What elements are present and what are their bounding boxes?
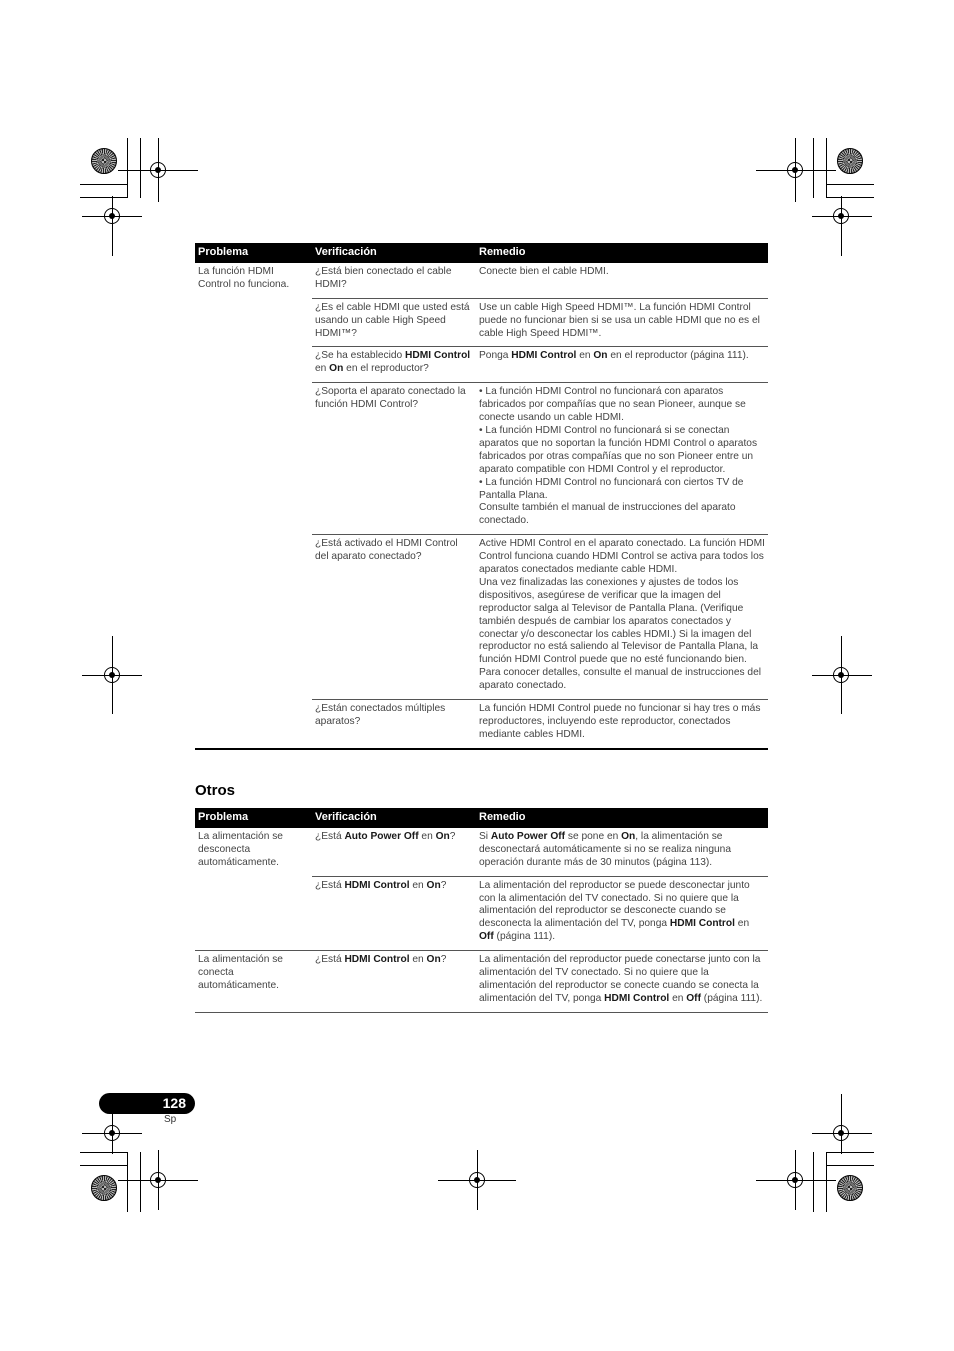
header-remedy: Remedio — [476, 808, 768, 828]
remedy-paragraph: Active HDMI Control en el aparato conectado. La función HDMI Control funciona cuando HDMI Control se activa para todos los aparatos conectados mediante cable HDMI. — [479, 538, 765, 576]
registration-target-icon — [104, 208, 120, 224]
remedy-note: Consulte también el manual de instrucciones del aparato conectado. — [479, 502, 736, 527]
registration-burst-icon — [91, 1175, 117, 1201]
remedy-cell — [476, 535, 768, 700]
section-title: Otros — [195, 782, 236, 799]
registration-target-icon — [833, 1125, 849, 1141]
problem-cell: La función HDMI Control no funciona. — [198, 265, 290, 290]
registration-target-icon — [150, 162, 166, 178]
language-code: Sp — [164, 1114, 177, 1125]
registration-target-icon — [150, 1172, 166, 1188]
registration-target-icon — [787, 1172, 803, 1188]
registration-target-icon — [787, 162, 803, 178]
check-cell: ¿Están conectados múltiples aparatos? — [315, 703, 446, 727]
registration-target-icon — [833, 667, 849, 683]
check-cell: ¿Está HDMI Control en On? — [312, 876, 476, 951]
remedy-bullet: • La función HDMI Control no funcionará si se conectan aparatos que no soportan la función HDMI Control o aparatos fabricados por otras compañías que no son Pioneer entre un aparato compatible con HDMI Control y el reproductor. — [479, 424, 758, 475]
remedy-bullet: • La función HDMI Control no funcionará con ciertos TV de Pantalla Plana. — [479, 476, 744, 501]
header-check: Verificación — [312, 243, 476, 263]
remedy-cell: Ponga HDMI Control en On en el reproductor (página 111). — [476, 347, 768, 383]
hdmi-troubleshooting-table — [195, 243, 768, 750]
table-row — [195, 951, 768, 1013]
problem-cell: La alimentación se conecta automáticamente. — [195, 951, 312, 1013]
remedy-cell: La alimentación del reproductor puede conectarse junto con la alimentación del TV conectado. Si no quiere que la alimentación del reproductor se conecte cuando se conecta la alimentación del TV, ponga HDMI Control en Off (página 111). — [476, 951, 768, 1013]
header-problem: Problema — [195, 243, 312, 263]
check-cell: ¿Es el cable HDMI que usted está usando un cable High Speed HDMI™? — [312, 298, 476, 347]
remedy-cell: La función HDMI Control puede no funcionar si hay tres o más reproductores, incluyendo este reproductor, conectados mediante cables HDMI. — [479, 703, 761, 740]
check-cell: ¿Está activado el HDMI Control del aparato conectado? — [312, 535, 476, 700]
remedy-cell — [476, 383, 768, 535]
table-row — [195, 263, 768, 298]
check-cell: ¿Está Auto Power Off en On? — [312, 828, 476, 876]
other-troubleshooting-table — [195, 808, 768, 1013]
table-header-row — [195, 243, 768, 263]
registration-burst-icon — [837, 1175, 863, 1201]
remedy-paragraph: Para conocer detalles, consulte el manual de instrucciones del aparato conectado. — [479, 667, 762, 692]
check-cell: ¿Se ha establecido HDMI Control en On en el reproductor? — [312, 347, 476, 383]
header-problem: Problema — [195, 808, 312, 828]
remedy-cell: Si Auto Power Off se pone en On, la alimentación se desconectará automáticamente si no se realiza ninguna operación durante más de 30 minutos (página 113). — [476, 828, 768, 876]
registration-target-icon — [469, 1172, 485, 1188]
header-check: Verificación — [312, 808, 476, 828]
registration-target-icon — [104, 667, 120, 683]
problem-cell: La alimentación se desconecta automáticamente. — [195, 828, 312, 951]
check-cell: ¿Está bien conectado el cable HDMI? — [312, 263, 476, 298]
page-number: 128 — [162, 1095, 186, 1111]
check-cell: ¿Está HDMI Control en On? — [312, 951, 476, 1013]
registration-target-icon — [104, 1125, 120, 1141]
check-cell: ¿Soporta el aparato conectado la función HDMI Control? — [312, 383, 476, 535]
registration-burst-icon — [837, 148, 863, 174]
header-remedy: Remedio — [476, 243, 768, 263]
remedy-bullet: • La función HDMI Control no funcionará con aparatos fabricados por compañías que no sean Pioneer, aunque se conecte usando un cable HDMI. — [479, 386, 746, 424]
remedy-cell: Use un cable High Speed HDMI™. La función HDMI Control puede no funcionar bien si se usa un cable HDMI que no es el cable High Speed HDMI™. — [476, 298, 768, 347]
remedy-cell: Conecte bien el cable HDMI. — [476, 263, 768, 298]
table-header-row — [195, 808, 768, 828]
remedy-cell: La alimentación del reproductor se puede desconectar junto con la alimentación del TV conectado. Si no quiere que la alimentación del reproductor se desconecte cuando se desconecta la alimentación del TV, ponga HDMI Control en Off (página 111). — [476, 876, 768, 951]
registration-burst-icon — [91, 148, 117, 174]
registration-target-icon — [833, 208, 849, 224]
remedy-paragraph: Una vez finalizadas las conexiones y ajustes de todos los dispositivos, asegúrese de verificar que la imagen del reproductor salga al Televisor de Pantalla Plana. (Verifique también después de cambiar los aparatos conectados y conectar y/o desconectar los cables HDMI.) Si la imagen del reproductor no está saliendo al Televisor de Pantalla Plana, la función HDMI Control puede que no esté funcionando bien. — [479, 576, 759, 666]
table-row — [195, 828, 768, 876]
page-number-badge — [99, 1093, 195, 1114]
